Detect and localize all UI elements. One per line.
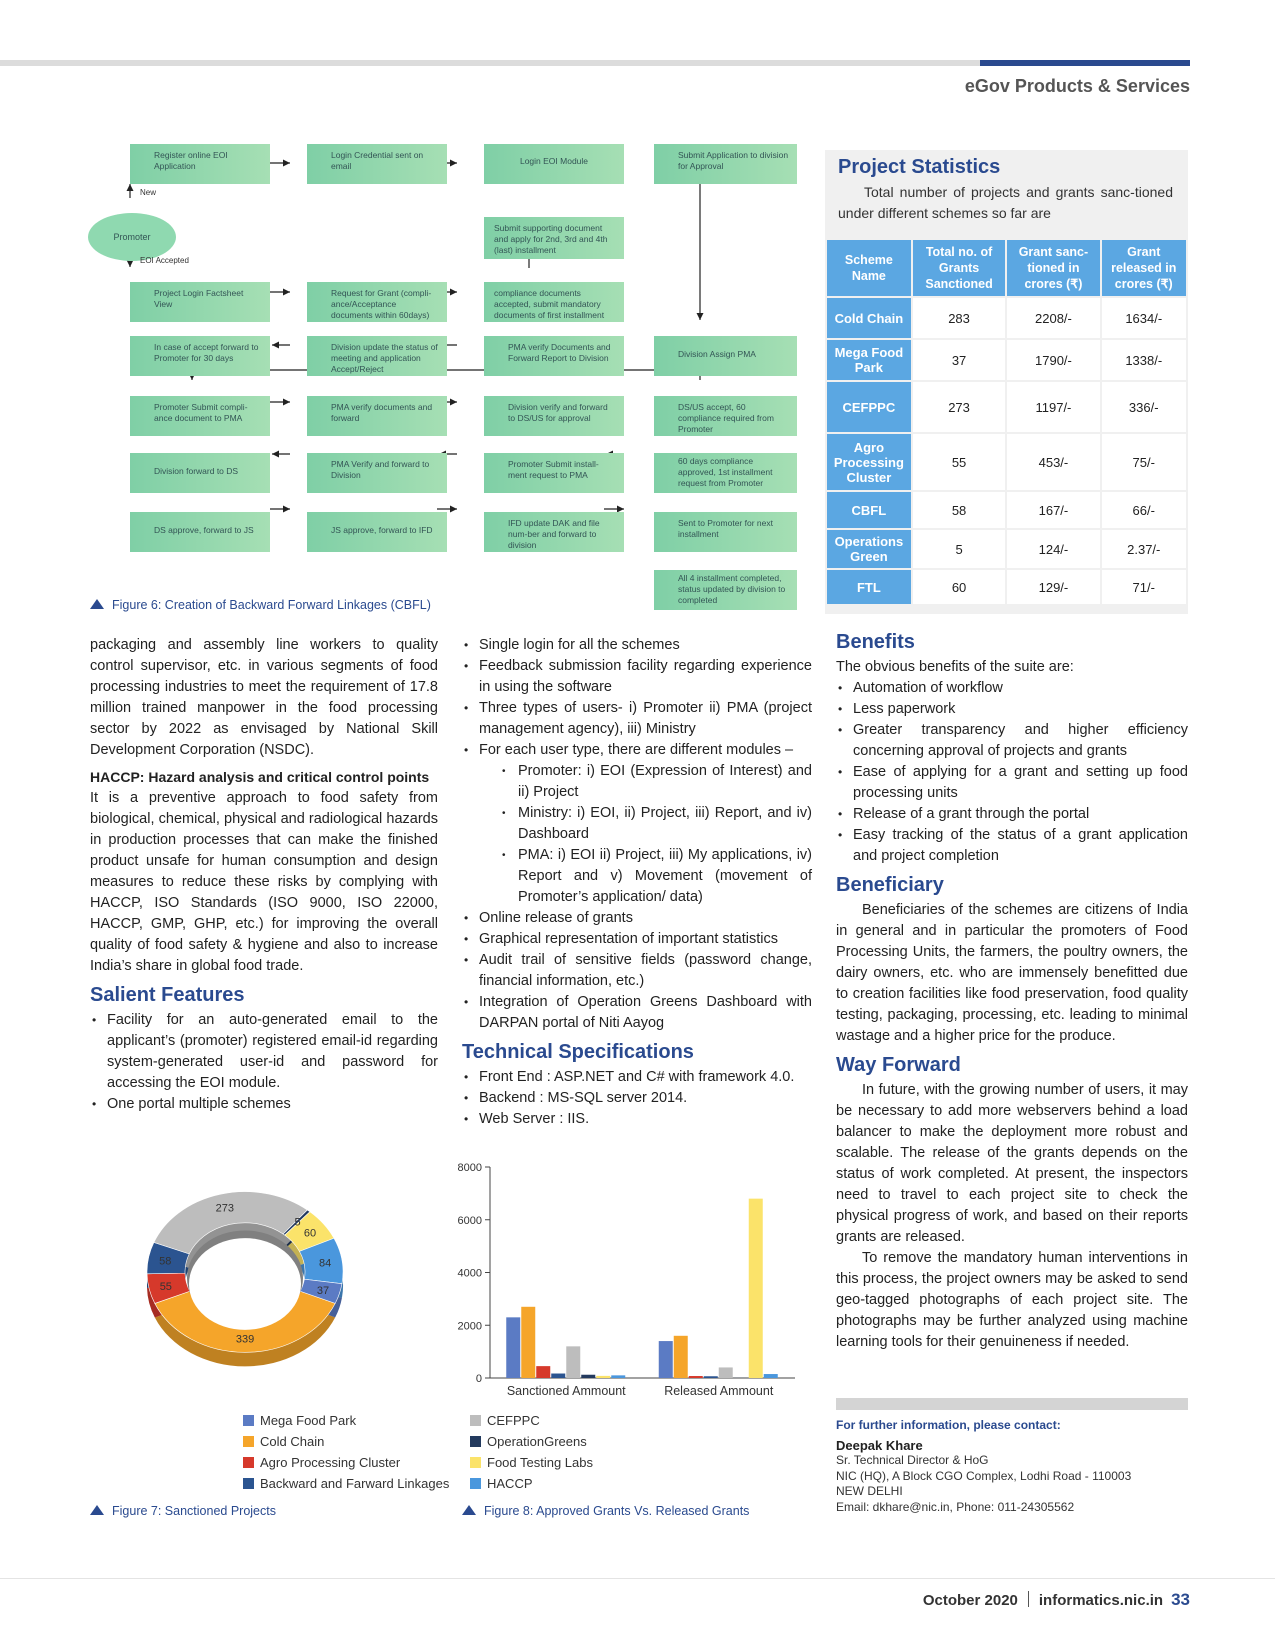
caption-triangle-icon xyxy=(90,1505,104,1515)
table-cell: 124/- xyxy=(1006,529,1100,569)
technical-specifications-list xyxy=(462,1067,812,1130)
list-item: • For each user type, there are different modules – xyxy=(462,740,812,761)
table-row xyxy=(826,433,1187,491)
table-cell: 1338/- xyxy=(1101,339,1188,381)
salient-features-heading: Salient Features xyxy=(90,984,245,1006)
flowchart-node: Submit Application to division for Approval xyxy=(654,144,797,184)
table-cell: Agro Processing Cluster xyxy=(826,433,912,491)
legend-swatch xyxy=(470,1457,481,1468)
legend-item xyxy=(243,1410,449,1431)
donut-hole xyxy=(189,1238,301,1330)
legend-label: CEFPPC xyxy=(487,1413,540,1428)
donut-data-label: 339 xyxy=(235,1333,255,1346)
technical-specifications-heading: Technical Specifications xyxy=(462,1041,694,1063)
issue-date: October 2020 xyxy=(922,1592,1018,1609)
flowchart-node: Submit supporting document and apply for 2nd, 3rd and 4th (last) installment xyxy=(484,217,624,259)
table-cell: 66/- xyxy=(1101,491,1188,529)
text-column-2 xyxy=(462,635,812,1130)
chart-legend-right xyxy=(470,1410,593,1494)
legend-item xyxy=(470,1410,593,1431)
flowchart-node: In case of accept forward to Promoter for 30 days xyxy=(130,336,270,376)
flowchart-node: compliance documents accepted, submit mandatory documents of first installment xyxy=(484,282,624,322)
way-forward-heading: Way Forward xyxy=(836,1054,961,1076)
y-tick-label: 2000 xyxy=(457,1320,482,1333)
table-cell: 58 xyxy=(912,491,1007,529)
bar xyxy=(521,1307,535,1378)
sanctioned-projects-donut-chart xyxy=(110,1150,380,1420)
y-tick-label: 6000 xyxy=(457,1214,482,1227)
list-item: • Release of a grant through the portal xyxy=(836,804,1188,825)
list-item: • Promoter: i) EOI (Expression of Interest) and ii) Project xyxy=(500,761,812,803)
bar xyxy=(506,1317,520,1378)
contact-designation: Sr. Technical Director & HoG xyxy=(836,1453,989,1467)
benefits-heading: Benefits xyxy=(836,631,915,653)
flowchart-node: 60 days compliance approved, 1st installment request from Promoter xyxy=(654,453,797,493)
flowchart-node: PMA Verify and forward to Division xyxy=(307,453,447,493)
y-tick-label: 4000 xyxy=(457,1267,482,1280)
contact-info xyxy=(836,1418,1188,1515)
bar xyxy=(566,1346,580,1378)
chart-legend-left xyxy=(243,1410,449,1494)
table-cell: 1790/- xyxy=(1006,339,1100,381)
body-paragraph: To remove the mandatory human interventions in this process, the project owners may be asked to send geo-tagged photographs of each project site. The photographs may be further analyzed using machine learning tools for their genuineness if needed. xyxy=(836,1250,1188,1350)
flowchart-node: Division verify and forward to DS/US for approval xyxy=(484,396,624,436)
list-item: • Front End : ASP.NET and C# with framework 4.0. xyxy=(462,1067,812,1088)
body-paragraph: In future, with the growing number of users, it may be necessary to add more webservers behind a load balancer to make the deployment more robust and scalable. The release of the grants depends on the status of work completed. At present, the inspectors need to travel to each project site to check the physical progress of work, and based on their reports grants are released. xyxy=(836,1082,1188,1245)
contact-label: For further information, please contact: xyxy=(836,1418,1061,1432)
list-item: • Backend : MS-SQL server 2014. xyxy=(462,1088,812,1109)
body-paragraph: packaging and assembly line workers to quality control supervisor, etc. in various segments of food processing industries to meet the requirement of 17.8 million trained manpower in the food processing sector by 2022 as envisaged by National Skill Development Corporation (NSDC). xyxy=(90,637,438,758)
table-row xyxy=(826,297,1187,339)
list-item: • Facility for an auto-generated email to the applicant’s (promoter) registered email-id regarding system-generated user-id and password for accessing the EOI module. xyxy=(90,1010,438,1094)
list-item: • Integration of Operation Greens Dashboard with DARPAN portal of Niti Aayog xyxy=(462,992,812,1034)
body-paragraph: The obvious benefits of the suite are: xyxy=(836,659,1074,675)
footer-rule xyxy=(0,1578,1275,1579)
contact-divider xyxy=(836,1398,1188,1410)
y-tick-label: 8000 xyxy=(457,1162,482,1174)
header-accent-rule xyxy=(980,60,1190,66)
list-item: • One portal multiple schemes xyxy=(90,1094,438,1115)
donut-data-label: 58 xyxy=(159,1255,172,1268)
bar xyxy=(749,1199,763,1378)
legend-swatch xyxy=(243,1436,254,1447)
legend-item xyxy=(470,1473,593,1494)
body-paragraph: It is a preventive approach to food safety from biological, chemical, physical and radiological hazards in production processes that can make the finished product unsafe for human consumption and design measures to reduce these risks by complying with HACCP, ISO Standards (ISO 9000, ISO 22000, HACCP, GMP, GHP, etc.) for improving the overall quality of food safety & hygiene and also to increase India’s share in global food trade. xyxy=(90,790,438,974)
page-footer xyxy=(800,1590,1190,1610)
flowchart-node: All 4 installment completed, status updated by division to completed xyxy=(654,570,797,610)
contact-address: NIC (HQ), A Block CGO Complex, Lodhi Road - 110003 xyxy=(836,1468,1132,1483)
flowchart-node: Promoter Submit install-ment request to PMA xyxy=(484,453,624,493)
flowchart-node: PMA verify Documents and Forward Report to Division xyxy=(484,336,624,376)
body-paragraph: Beneficiaries of the schemes are citizens of India in general and in particular the promoters of Food Processing Units, the farmers, the poultry owners, the dairy owners, etc. who are immensely benefitted due to creation facilities like food preservation, food quality testing, packaging, processing, etc. leading to minimal wastage and a higher price for the produce. xyxy=(836,902,1188,1044)
flowchart-node: PMA verify documents and forward xyxy=(307,396,447,436)
legend-item xyxy=(470,1431,593,1452)
legend-item xyxy=(243,1473,449,1494)
list-item: • Audit trail of sensitive fields (password change, financial information, etc.) xyxy=(462,950,812,992)
caption-triangle-icon xyxy=(90,599,104,609)
legend-swatch xyxy=(243,1478,254,1489)
table-cell: 1634/- xyxy=(1101,297,1188,339)
figure-6-caption-text: Figure 6: Creation of Backward Forward Linkages (CBFL) xyxy=(112,598,431,612)
column-header: Total no. of Grants Sanctioned xyxy=(912,239,1007,297)
benefits-list xyxy=(836,678,1188,867)
legend-item xyxy=(243,1452,449,1473)
figure-6-caption xyxy=(90,598,431,612)
flowchart-node: Division update the status of meeting and application Accept/Reject xyxy=(307,336,447,376)
legend-swatch xyxy=(470,1436,481,1447)
figure-8-caption xyxy=(462,1504,749,1518)
figure-7-caption-text: Figure 7: Sanctioned Projects xyxy=(112,1504,276,1518)
flowchart-node: Promoter Submit compli-ance document to PMA xyxy=(130,396,270,436)
donut-data-label: 55 xyxy=(159,1281,172,1294)
table-cell: 1197/- xyxy=(1006,381,1100,433)
x-category-label: Sanctioned Ammount xyxy=(506,1384,626,1395)
project-statistics-table xyxy=(825,238,1188,606)
donut-data-label: 60 xyxy=(303,1227,317,1240)
bar xyxy=(611,1375,625,1378)
table-cell: CBFL xyxy=(826,491,912,529)
donut-data-label: 84 xyxy=(319,1257,332,1270)
column-header: Grant released in crores (₹) xyxy=(1101,239,1188,297)
flowchart-node: Request for Grant (compli-ance/Acceptance documents within 60days) xyxy=(307,282,447,322)
bar xyxy=(536,1366,550,1378)
legend-item xyxy=(243,1431,449,1452)
list-item: • PMA: i) EOI ii) Project, iii) My applications, iv) Report and v) Movement (movement of Promoter’s application/ data) xyxy=(500,845,812,908)
donut-data-label: 273 xyxy=(215,1202,234,1215)
table-row xyxy=(826,529,1187,569)
flowchart-node: IFD update DAK and file num-ber and forward to division xyxy=(484,512,624,552)
list-item: • Ease of applying for a grant and setting up food processing units xyxy=(836,762,1188,804)
table-cell: 37 xyxy=(912,339,1007,381)
contact-city: NEW DELHI xyxy=(836,1484,903,1498)
table-cell: 453/- xyxy=(1006,433,1100,491)
list-item: • Online release of grants xyxy=(462,908,812,929)
donut-data-label: 37 xyxy=(316,1284,330,1297)
table-cell: 55 xyxy=(912,433,1007,491)
table-cell: 129/- xyxy=(1006,569,1100,605)
contact-name: Deepak Khare xyxy=(836,1437,923,1453)
flowchart-node: Project Login Factsheet View xyxy=(130,282,270,322)
website: informatics.nic.in xyxy=(1038,1592,1164,1609)
modules-sublist xyxy=(500,761,812,908)
list-item: • Greater transparency and higher efficiency concerning approval of projects and grants xyxy=(836,720,1188,762)
legend-label: Food Testing Labs xyxy=(487,1455,593,1470)
flowchart-node: Sent to Promoter for next installment xyxy=(654,512,797,552)
table-cell: 5 xyxy=(912,529,1007,569)
legend-swatch xyxy=(470,1478,481,1489)
list-item: • Ministry: i) EOI, ii) Project, iii) Report, and iv) Dashboard xyxy=(500,803,812,845)
figure-8-caption-text: Figure 8: Approved Grants Vs. Released Grants xyxy=(484,1504,750,1518)
table-cell: 283 xyxy=(912,297,1007,339)
salient-features-list xyxy=(90,1010,438,1115)
flowchart-label-new: New xyxy=(140,188,157,197)
table-cell: FTL xyxy=(826,569,912,605)
legend-label: Agro Processing Cluster xyxy=(260,1455,401,1470)
project-statistics-intro: Total number of projects and grants sanc-tioned under different schemes so far are xyxy=(838,184,1173,221)
bar xyxy=(764,1374,778,1378)
legend-swatch xyxy=(470,1415,481,1426)
bar xyxy=(689,1376,703,1378)
table-cell: 2.37/- xyxy=(1101,529,1188,569)
haccp-subheading: HACCP: Hazard analysis and critical control points xyxy=(90,769,430,785)
footer-separator xyxy=(1028,1591,1029,1607)
list-item: • Easy tracking of the status of a grant application and project completion xyxy=(836,825,1188,867)
list-item: • Single login for all the schemes xyxy=(462,635,812,656)
table-header-row xyxy=(826,239,1187,297)
legend-item xyxy=(470,1452,593,1473)
legend-label: Cold Chain xyxy=(260,1434,325,1449)
bar xyxy=(596,1376,610,1378)
table-cell: 336/- xyxy=(1101,381,1188,433)
list-item: • Graphical representation of important statistics xyxy=(462,929,812,950)
table-cell: CEFPPC xyxy=(826,381,912,433)
approved-vs-released-grants-bar-chart xyxy=(440,1155,810,1395)
legend-swatch xyxy=(243,1415,254,1426)
bar xyxy=(581,1375,595,1378)
list-item: • Web Server : IIS. xyxy=(462,1109,812,1130)
legend-label: Backward and Farward Linkages xyxy=(260,1476,450,1491)
table-cell: Operations Green xyxy=(826,529,912,569)
table-cell: 71/- xyxy=(1101,569,1188,605)
table-row xyxy=(826,491,1187,529)
caption-triangle-icon xyxy=(462,1505,476,1515)
text-column-3 xyxy=(836,632,1188,1353)
list-item: • Automation of workflow xyxy=(836,678,1188,699)
flowchart-node: Register online EOI Application xyxy=(130,144,270,184)
legend-label: HACCP xyxy=(487,1476,533,1491)
bar xyxy=(704,1376,718,1378)
bar xyxy=(659,1341,673,1378)
flowchart-node: Division forward to DS xyxy=(130,453,270,493)
flowchart-node: DS approve, forward to JS xyxy=(130,512,270,552)
contact-email-phone: Email: dkhare@nic.in, Phone: 011-24305562 xyxy=(836,1499,1075,1514)
bar xyxy=(719,1367,733,1378)
text-column-1 xyxy=(90,635,438,1115)
table-cell: 60 xyxy=(912,569,1007,605)
table-cell: 167/- xyxy=(1006,491,1100,529)
legend-label: OperationGreens xyxy=(487,1434,587,1449)
flowchart-node-promoter: Promoter xyxy=(88,213,176,261)
page-number: 33 xyxy=(1171,1590,1190,1609)
table-row xyxy=(826,339,1187,381)
column-header: Scheme Name xyxy=(826,239,912,297)
list-item: • Feedback submission facility regarding experience in using the software xyxy=(462,656,812,698)
figure-7-caption xyxy=(90,1504,276,1518)
table-cell: Mega Food Park xyxy=(826,339,912,381)
table-cell: Cold Chain xyxy=(826,297,912,339)
flowchart-node: Login EOI Module xyxy=(484,144,624,184)
publication-section-title: eGov Products & Services xyxy=(964,76,1190,96)
list-item: • Three types of users- i) Promoter ii) PMA (project management agency), iii) Ministry xyxy=(462,698,812,740)
column-header: Grant sanc-tioned in crores (₹) xyxy=(1006,239,1100,297)
legend-label: Mega Food Park xyxy=(260,1413,357,1428)
table-row xyxy=(826,381,1187,433)
table-cell: 273 xyxy=(912,381,1007,433)
beneficiary-heading: Beneficiary xyxy=(836,874,944,896)
table-cell: 2208/- xyxy=(1006,297,1100,339)
flowchart-node: JS approve, forward to IFD xyxy=(307,512,447,552)
y-tick-label: 0 xyxy=(475,1373,482,1385)
table-row xyxy=(826,569,1187,605)
project-statistics-heading: Project Statistics xyxy=(838,156,1001,178)
list-item: • Less paperwork xyxy=(836,699,1188,720)
donut-data-label: 5 xyxy=(294,1216,301,1229)
flowchart-node: Login Credential sent on email xyxy=(307,144,447,184)
bar xyxy=(674,1336,688,1378)
x-category-label: Released Ammount xyxy=(664,1384,774,1395)
table-cell: 75/- xyxy=(1101,433,1188,491)
features-list-continued xyxy=(462,908,812,1034)
flowchart-node: DS/US accept, 60 compliance required from Promoter xyxy=(654,396,797,436)
bar xyxy=(551,1374,565,1378)
flowchart-node: Division Assign PMA xyxy=(654,336,797,376)
legend-swatch xyxy=(243,1457,254,1468)
features-list xyxy=(462,635,812,761)
flowchart-label-eoi-accepted: EOI Accepted xyxy=(140,256,189,265)
